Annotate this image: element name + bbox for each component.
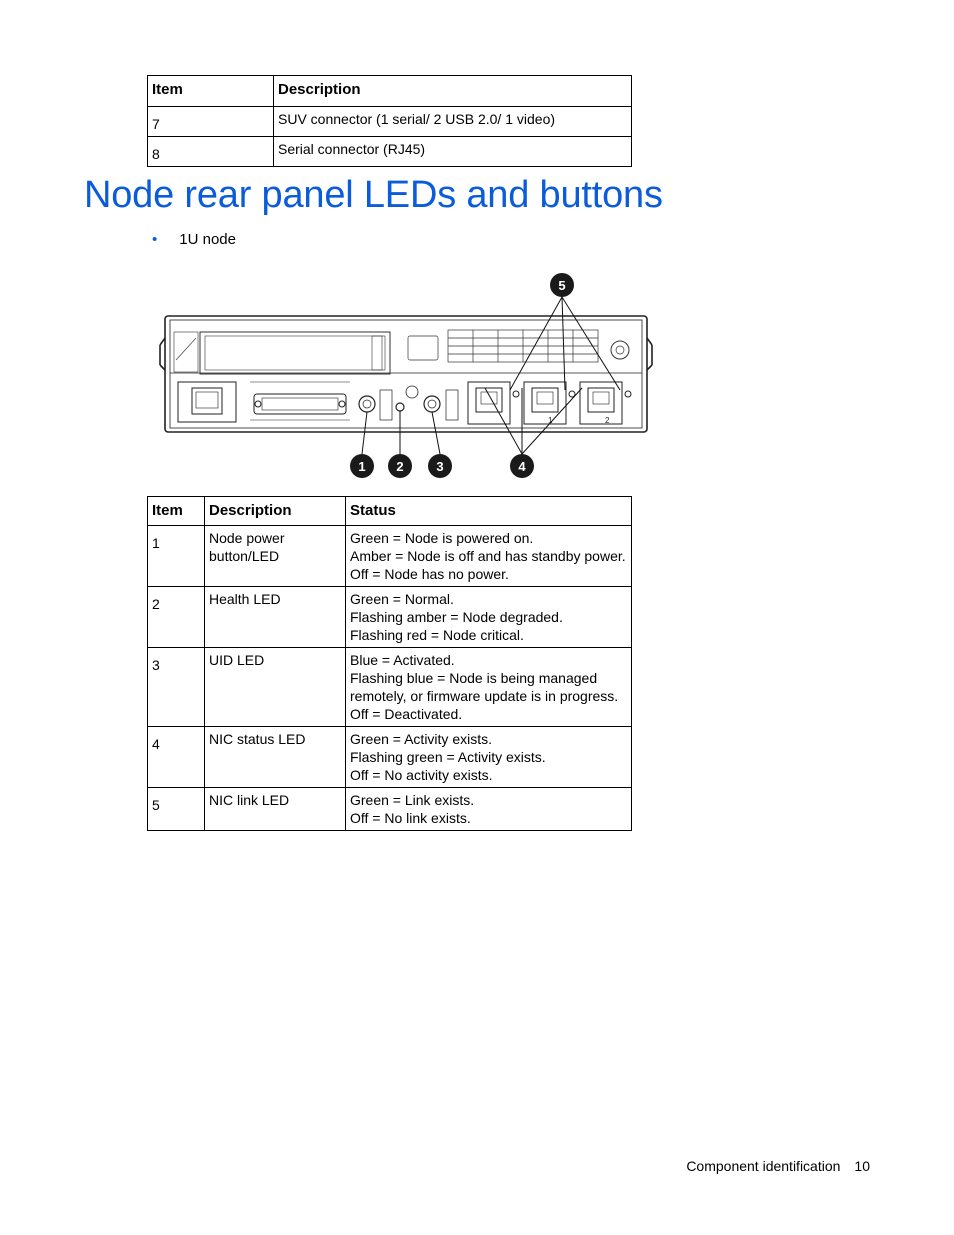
status-line: Off = Node has no power. (350, 566, 509, 582)
connector-table (147, 75, 632, 167)
description-line: UID LED (209, 652, 265, 668)
status-cell (346, 727, 632, 788)
lower-connectors (178, 382, 350, 422)
status-line: remotely, or firmware update is in progress. (350, 688, 619, 704)
status-line: Off = No activity exists. (350, 767, 493, 783)
callout-leaders (362, 297, 620, 454)
description-cell (205, 727, 346, 788)
table-row (148, 587, 632, 648)
table-row (148, 788, 632, 831)
column-header-item: Item (148, 497, 205, 526)
description-line: Node power (209, 530, 285, 546)
bullet-text: 1U node (179, 231, 236, 248)
led-status-table (147, 496, 632, 831)
description-cell (205, 587, 346, 648)
callout-label: 4 (518, 459, 526, 474)
item-cell: 3 (148, 648, 205, 727)
page-number: 10 (854, 1158, 870, 1174)
column-header-description: Description (274, 76, 632, 107)
item-cell: 8 (148, 137, 274, 167)
item-cell: 7 (148, 107, 274, 137)
item-cell: 5 (148, 788, 205, 831)
table-header-row (148, 497, 632, 526)
nic-port-label: 2 (605, 416, 610, 425)
footer-section: Component identification (686, 1158, 841, 1174)
item-cell: 4 (148, 727, 205, 788)
callout-label: 3 (436, 459, 444, 474)
status-line: Green = Node is powered on. (350, 530, 534, 546)
callout-label: 2 (396, 459, 404, 474)
description-cell: Serial connector (RJ45) (274, 137, 632, 167)
description-cell (205, 648, 346, 727)
section-heading: Node rear panel LEDs and buttons (84, 174, 663, 216)
status-cell (346, 788, 632, 831)
status-line: Flashing green = Activity exists. (350, 749, 546, 765)
column-header-item: Item (148, 76, 274, 107)
status-line: Flashing blue = Node is being managed (350, 670, 598, 686)
callout-label: 1 (358, 459, 366, 474)
column-header-description: Description (205, 497, 346, 526)
nic-port-label: 1 (548, 416, 553, 425)
callout-badge (388, 454, 412, 478)
status-line: Flashing amber = Node degraded. (350, 609, 563, 625)
table-row (148, 727, 632, 788)
description-line: button/LED (209, 548, 280, 564)
led-table-body (148, 526, 632, 831)
power-button-icon (359, 396, 375, 412)
table-row (148, 137, 632, 167)
status-line: Off = Deactivated. (350, 706, 463, 722)
bullet-item (152, 231, 236, 248)
expansion-slot (174, 332, 390, 374)
description-cell (205, 788, 346, 831)
status-line: Flashing red = Node critical. (350, 627, 524, 643)
table-row (148, 526, 632, 587)
status-cell (346, 526, 632, 587)
table-row (148, 648, 632, 727)
callout-badge (550, 273, 574, 297)
callout-badge (510, 454, 534, 478)
callout-badge (428, 454, 452, 478)
description-line: NIC link LED (209, 792, 290, 808)
item-cell: 2 (148, 587, 205, 648)
status-line: Blue = Activated. (350, 652, 455, 668)
status-cell (346, 587, 632, 648)
table-header-row (148, 76, 632, 107)
column-header-status: Status (346, 497, 632, 526)
page-footer (672, 1158, 870, 1174)
table-row (148, 107, 632, 137)
description-cell (205, 526, 346, 587)
health-led-icon (396, 403, 404, 411)
callout-badge (350, 454, 374, 478)
bullet-icon: • (152, 231, 158, 248)
status-line: Green = Normal. (350, 591, 454, 607)
rear-panel-diagram (150, 270, 660, 485)
status-line: Green = Activity exists. (350, 731, 492, 747)
uid-led-icon (424, 396, 440, 412)
front-controls (359, 386, 458, 420)
vent-grid (408, 330, 629, 362)
description-line: NIC status LED (209, 731, 306, 747)
status-cell (346, 648, 632, 727)
item-cell: 1 (148, 526, 205, 587)
status-line: Amber = Node is off and has standby power. (350, 548, 626, 564)
status-line: Off = No link exists. (350, 810, 471, 826)
callout-label: 5 (558, 278, 566, 293)
description-cell: SUV connector (1 serial/ 2 USB 2.0/ 1 video) (274, 107, 632, 137)
status-line: Green = Link exists. (350, 792, 475, 808)
description-line: Health LED (209, 591, 281, 607)
